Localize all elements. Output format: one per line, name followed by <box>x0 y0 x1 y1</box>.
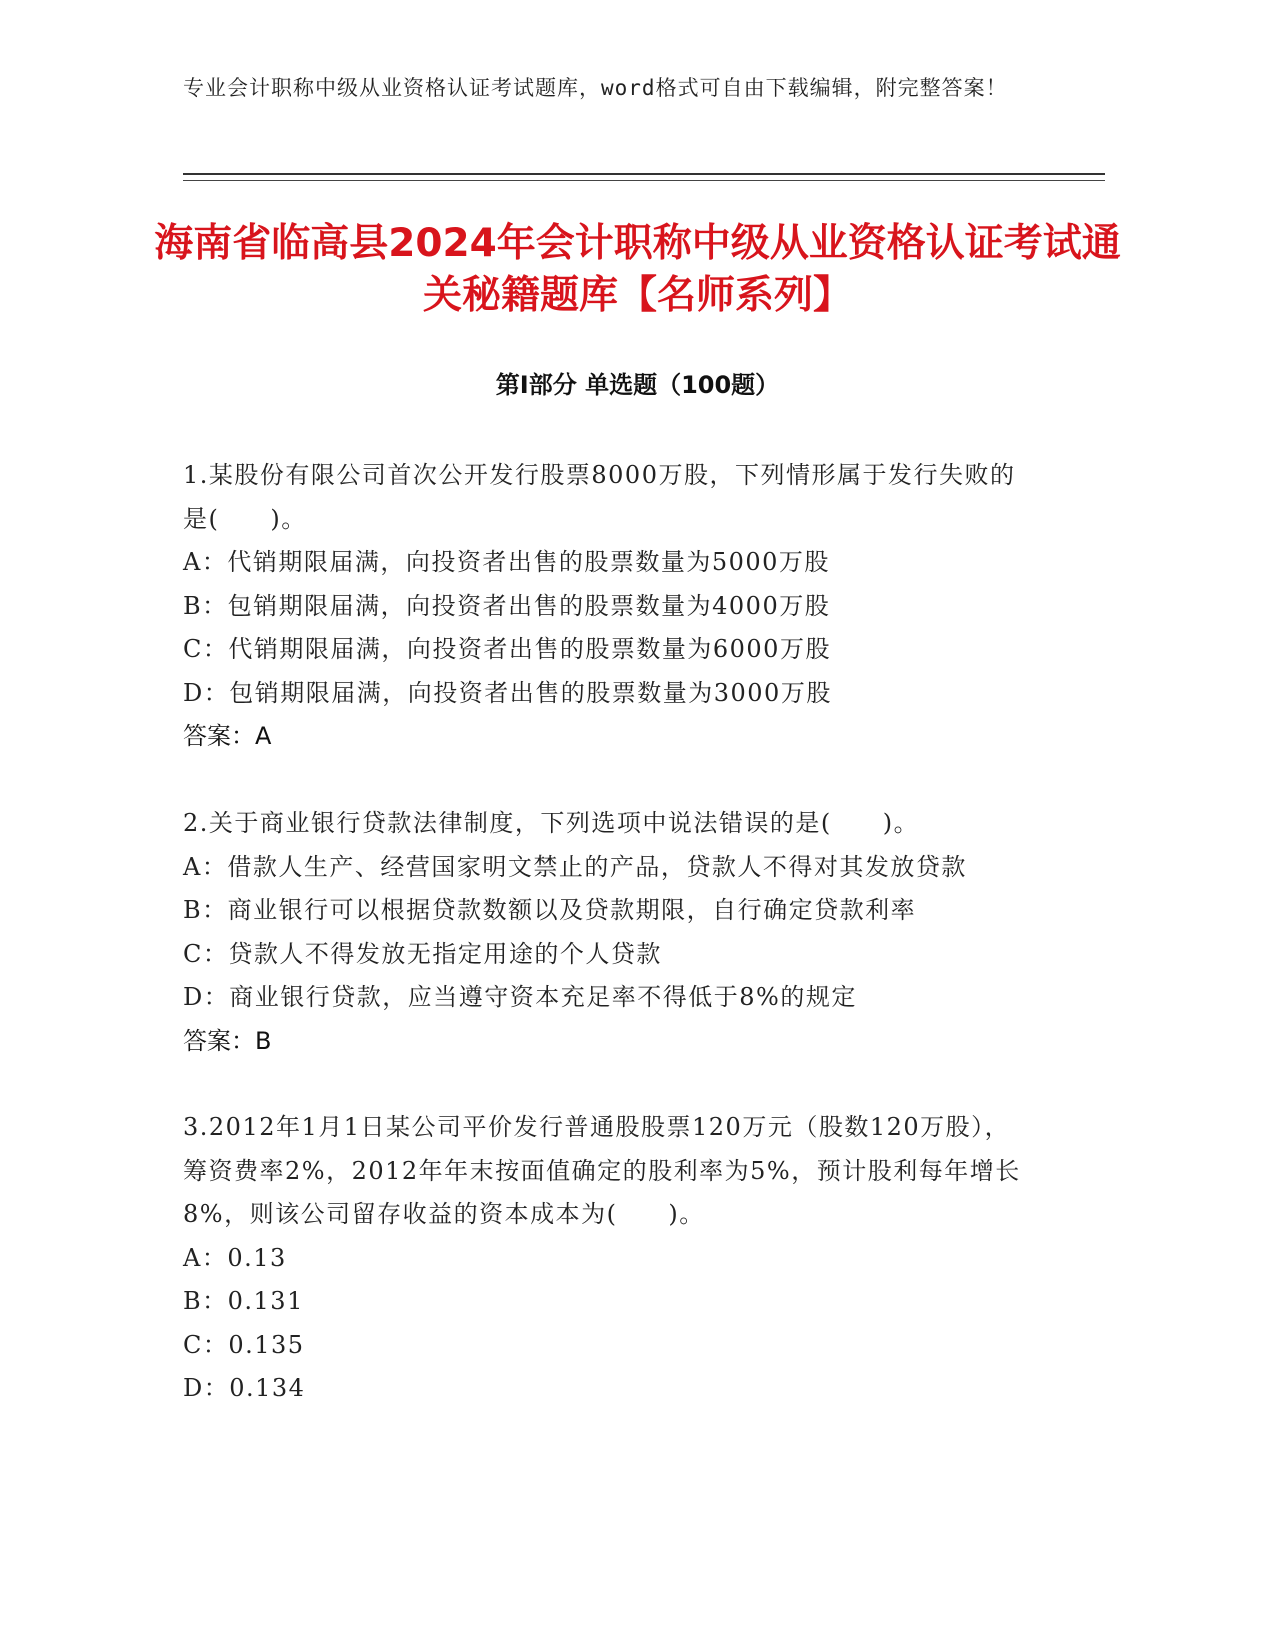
option-c: C：0.135 <box>183 1330 305 1359</box>
header-divider-thick <box>183 173 1105 175</box>
header-divider-thin <box>183 180 1105 181</box>
option-a: A：0.13 <box>183 1243 287 1272</box>
option-a: A：代销期限届满，向投资者出售的股票数量为5000万股 <box>183 548 830 576</box>
question-stem: 1.某股份有限公司首次公开发行股票8000万股，下列情形属于发行失败的是( )。 <box>183 461 1016 533</box>
question-3 <box>183 1106 1083 1411</box>
answer-label: 答案：B <box>183 1026 272 1055</box>
question-1 <box>183 454 1083 759</box>
answer-label: 答案：A <box>183 722 272 750</box>
option-a: A：借款人生产、经营国家明文禁止的产品，贷款人不得对其发放贷款 <box>183 852 967 881</box>
option-b: B：商业银行可以根据贷款数额以及贷款期限，自行确定贷款利率 <box>183 896 917 924</box>
question-stem: 2.关于商业银行贷款法律制度，下列选项中说法错误的是( )。 <box>183 809 920 837</box>
option-d: D：商业银行贷款，应当遵守资本充足率不得低于8%的规定 <box>183 983 857 1011</box>
option-d: D：包销期限届满，向投资者出售的股票数量为3000万股 <box>183 678 832 707</box>
question-2 <box>183 802 1083 1063</box>
question-stem: 3.2012年1月1日某公司平价发行普通股股票120万元（股数120万股），筹资费率2%，2012年年末按面值确定的股利率为5%，预计股利每年增长8%，则该公司留存收益的资本成本为( )。 <box>183 1113 1021 1228</box>
option-c: C：代销期限届满，向投资者出售的股票数量为6000万股 <box>183 635 831 663</box>
option-c: C：贷款人不得发放无指定用途的个人贷款 <box>183 939 662 968</box>
option-b: B：包销期限届满，向投资者出售的股票数量为4000万股 <box>183 591 831 620</box>
header-note: 专业会计职称中级从业资格认证考试题库，word格式可自由下载编辑，附完整答案！ <box>183 76 1008 100</box>
option-b: B：0.131 <box>183 1287 304 1315</box>
section-heading: 第Ⅰ部分 单选题（100题） <box>495 371 780 399</box>
document-title: 海南省临高县2024年会计职称中级从业资格认证考试通关秘籍题库【名师系列】 <box>154 221 1121 318</box>
option-d: D：0.134 <box>183 1374 306 1402</box>
